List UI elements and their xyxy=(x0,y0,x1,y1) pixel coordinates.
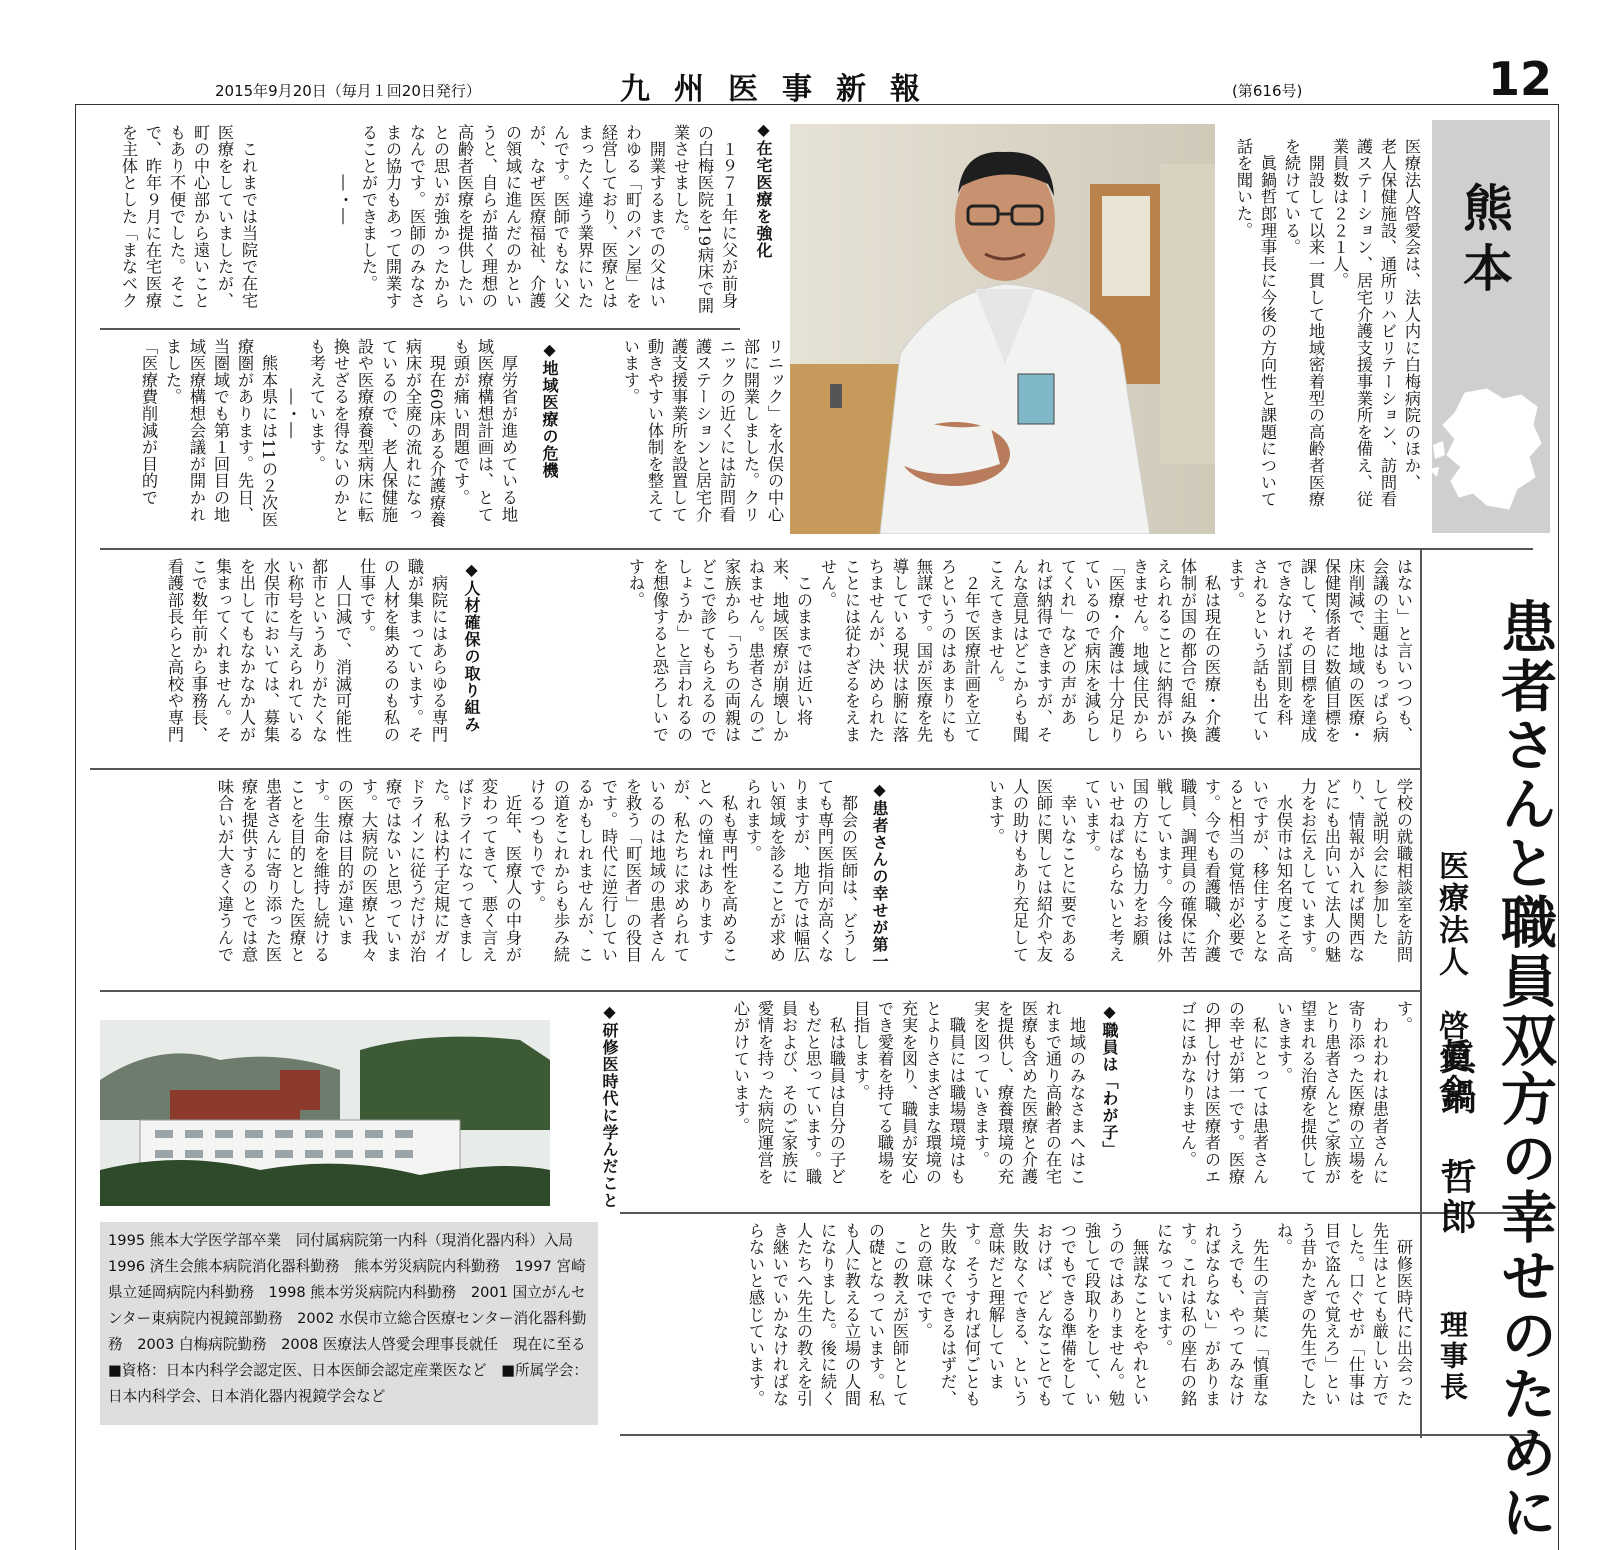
section-heading-resident-days: ◆研修医時代に学んだこと xyxy=(600,1002,619,1209)
page-number: 12 xyxy=(1488,52,1553,106)
article-column: これまでは当院で在宅 医療をしていましたが、 町の中心部から遠いこと もあり不便でした。そこ で、昨年９月に在宅医療 を主体とした「まなベク xyxy=(119,124,258,309)
hospital-building-photo xyxy=(100,1020,550,1206)
biography-box: 1995 熊本大学医学部卒業 同付属病院第一内科（現消化器内科）入局 1996 済生会熊本病院消化器科勤務 熊本労災病院内科勤務 1997 宮崎県立延岡病院内科勤務 1998 熊本労災病院内科勤務 2001 国立がんセンター東病院内視鏡部勤務 2002 水俣市立総合医療センター消化器科勤務 2003 白梅病院勤務 2008 医療法人啓愛会理事長就任 現在に至る ■資格：日本内科学会認定医、日本医師会認定産業医など ■所属学会：日本内科学会、日本消化器内視鏡学会など xyxy=(100,1222,598,1425)
article-column: 都会の医師は、どうし ても専門医指向が高くな りますが、地方では幅広 い領域を診ることが求め られます。 私も専門性を高めるこ とへの憧れはあります が、私たちに求められて いるのは地域の患者さん を救う「町医者」の役目 です。時代に逆行してい るかもしれませんが、こ の道をこれからも歩み続 けるつもりです。 近年、医療人の中身が 変わってきて、悪く言え ばドライになってきまし た。私は杓子定規にガイ ドラインに従うだけが治 療ではないと思っていま す。大病院の医療と我々 の医療は目的が違いま す。生命を維持し続ける ことを目的とした医療と 患者さんに寄り添った医 療を提供するのとでは意 味合いが大きく違うんで xyxy=(215,778,858,963)
divider xyxy=(1420,548,1422,1438)
divider xyxy=(90,768,1420,770)
article-column: 厚労省が進めている地 域医療構想計画は、とて も頭が痛い問題です。 現在60床ある介護療養 病床が全廃の流れになっ ているので、老人保健施 設や医療療養型病床に転 換せざるを得ないのかと も考えています。 ―・― 熊本県には11の２次医 療圏があります。先日、 当圏域でも第１回目の地 域医療構想会議が開かれ ました。 「医療費削減が目的で xyxy=(139,338,518,528)
article-column: 地域のみなさまへはこ れまで通り高齢者の在宅 医療も含めた医療と介護 を提供し、療養環境の充 実を図っていきます。 職員には職場環境はも とよりさまざまな環境の 充実を図り、職員が安心 でき愛着を持てる職場を 目指します。 私は職員は自分の子ど もだと思っています。職 員および、そのご家族に 愛情を持った病院運営を 心がけています。 xyxy=(731,1000,1086,1185)
divider xyxy=(100,328,740,330)
article-column: 病院にはあらゆる専門 職が集まっています。そ の人材を集めるのも私の 仕事です。 人口減で、消滅可能性 都市というありがたくな い称号を与えられている 水俣市においては、募集 を出してもなかなか人が 集まってくれません。そ こで数年前から事務長、 看護部長らと高校や専門 xyxy=(165,558,448,743)
issue-number: (第616号) xyxy=(1232,82,1303,100)
article-column: １９７１年に父が前身 の白梅医院を19病床で開 業させました。 開業するまでの父はい わゆる「町のパン屋」を 経営しており、医療とは まったく違う業界にいた んです。医師でもない父 が、なぜ医療福祉、介護 の領域に進んだのかとい うと、自らが描く理想の 高齢者医療を提供したい との思いが強かったから なんです。医師のみなさ まの協力もあって開業す ることができました。 ―・― xyxy=(335,124,738,314)
byline-title: 理事長 xyxy=(1436,1310,1469,1403)
byline-name: 眞鍋 哲郎 xyxy=(1435,1038,1476,1238)
section-heading-staffing: ◆人材確保の取り組み xyxy=(462,560,481,733)
article-column: はない」と言いつつも、 会議の主題はもっぱら病 床削減で、地域の医療・ 保健関係者に数値目標を 課して、その目標を達成 できなければ罰則を科 されるという話も出てい ます。 私は現在の医療・介護 体制が国の都合で組み換 えられることに納得がい きません。地域住民から 「医療・介護は十分足り ているので病床を減らし てくれ」などの声があ れば納得できますが、そ んな意見はどこからも聞 こえてきません。 ２年で医療計画を立て ろというのはあまりにも 無謀です。国が医療を先 導している現状は腑に落 ちませんが、決められた ことには従わざるをえま せん。 このままでは近い将 来、地域医療が崩壊しか ねません。患者さんのご 家族から「うちの両親は どこで診てもらえるので しょうか」と言われるの を想像すると恐ろしいで すね。 xyxy=(626,558,1413,743)
byline-organization: 医療法人 啓愛会 xyxy=(1433,850,1468,1106)
divider xyxy=(620,1212,1540,1214)
divider xyxy=(100,548,1533,550)
article-column: 学校の就職相談室を訪問 して説明会に参加した り、情報が入れば関西な どにも出向いて法人の魅 力をお伝えしています。 水俣市は知名度こそ高 いですが、移住するとな ると相当の覚悟が必要で す。今でも看護職、介護 職員、調理員の確保に苦 戦しています。今後は外 国の方にも協力をお願 いせねばならないと考え ています。 幸いなことに要である 医師に関しては紹介や友 人の助けもあり充足して います。 xyxy=(986,778,1413,963)
divider xyxy=(100,990,1420,992)
article-column: リニック」を水俣の中心 部に開業しました。クリ ニックの近くには訪問看 護ステーションと居宅介 護支援事業所を設置して 動きやすい体制を整えて います。 xyxy=(621,338,784,523)
issue-date: 2015年9月20日（毎月１回20日発行） xyxy=(215,82,481,100)
section-heading-regional-crisis: ◆地域医療の危機 xyxy=(540,340,559,479)
divider xyxy=(620,1434,1540,1436)
lead-paragraph: 医療法人啓愛会は、法人内に白梅病院のほか、 老人保健施設、通所リハビリテーション、訪問看 護ステーション、居宅介護支援事業所を備え、従 業員数は２２１人。 開設して以来一貫して地域密着型の高齢者医療 を続けている。 眞鍋哲郎理事長に今後の方向性と課題について 話を聞いた。 xyxy=(1234,138,1421,508)
portrait-photo xyxy=(790,124,1215,534)
article-column: 研修医時代に出会った 先生はとても厳しい方で した。口ぐせが「仕事は 目で盗んで覚えろ」とい う昔かたぎの先生でした ね。 先生の言葉に「慎重な うえでも、やってみなけ ればならない」がありま す。これは私の座右の銘 になっています。 無謀なことをやれとい うのではありません。勉 強して段取りをして、い つでもできる準備をして おけば、どんなことでも 失敗なくできる、という 意味だと理解していま す。そうすれば何ごとも 失敗なくできるはずだ、 との意味です。 この教えが医師として の礎となっています。私 も人に教える立場の人間 になりました。後に続く 人たちへ先生の教えを引 き継いでいかなければな らないと感じています。 xyxy=(746,1222,1413,1407)
section-heading-patient-happiness: ◆患者さんの幸せが第一 xyxy=(870,780,889,970)
section-heading-home-care: ◆在宅医療を強化 xyxy=(754,120,773,259)
article-column: す。 われわれは患者さんに 寄り添った医療の立場を とり患者さんとご家族が 望まれる治療を提供して いきます。 私にとっては患者さん の幸せが第一です。医療 の押し付けは医療者のエ ゴにほかなりません。 xyxy=(1178,1000,1413,1185)
section-heading-staff-family: ◆職員は「わが子」 xyxy=(1100,1002,1119,1158)
kumamoto-map-icon xyxy=(1425,385,1545,515)
region-label: 熊本 xyxy=(1455,182,1513,302)
newspaper-title: 九州医事新報 xyxy=(620,72,944,107)
article-headline: 患者さんと職員双方の幸せのために xyxy=(1492,598,1558,1542)
